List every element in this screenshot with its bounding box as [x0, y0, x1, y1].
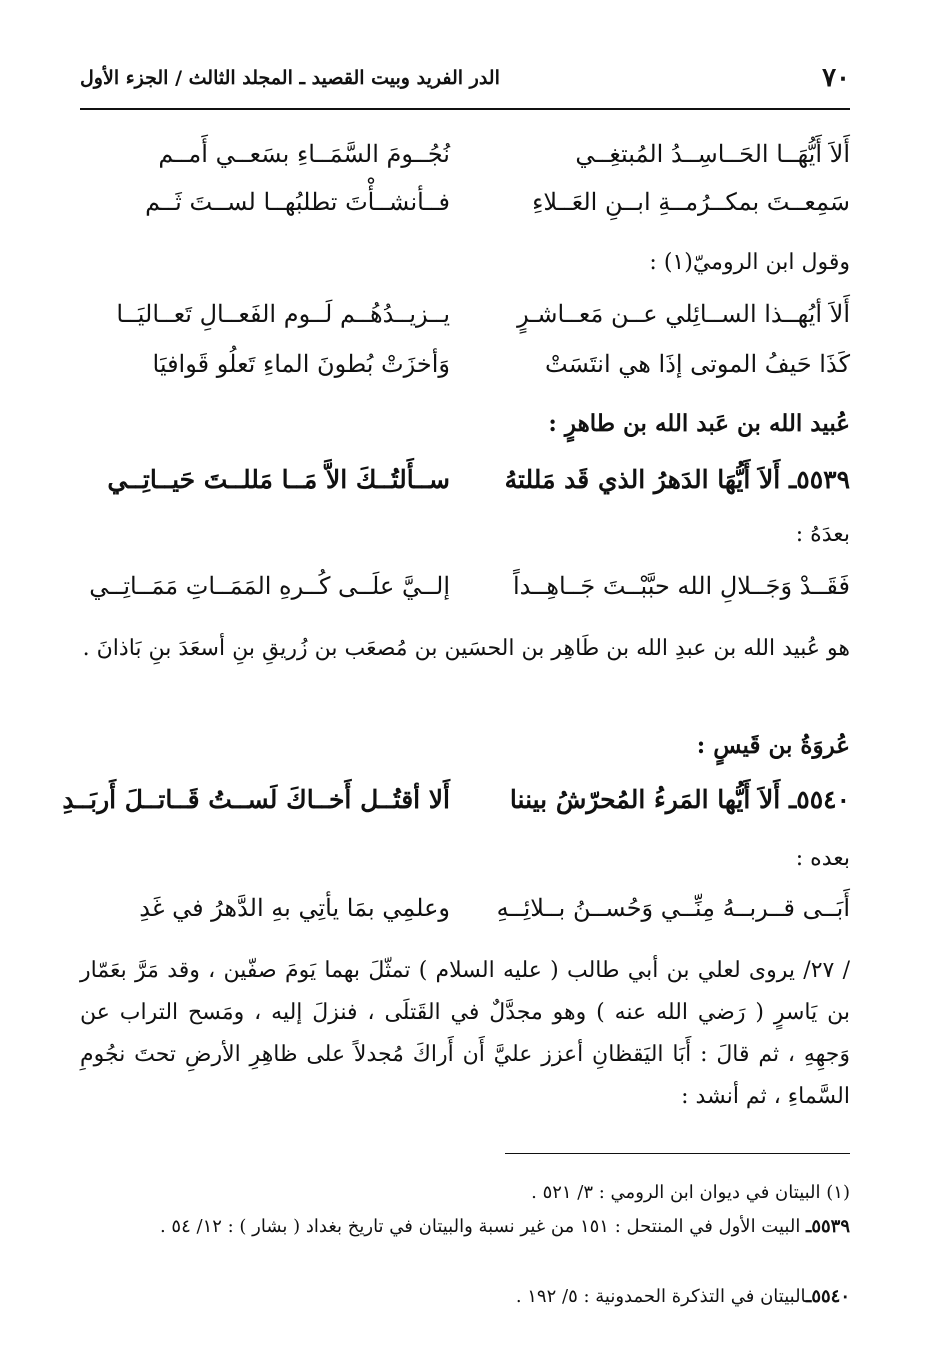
after-label: بعدَهُ : — [795, 522, 850, 547]
verse-first-hemistich: فَقَــدْ وَجَــلالِ الله حبَّبْــتَ جَــاهِــداً — [513, 572, 850, 600]
footnote — [80, 1282, 850, 1312]
verse-text: أَلاَ أَيُّهَا الدَهرُ الذي قَد مَللتهُ — [504, 465, 781, 494]
poet-heading-5539: عُبيد الله بن عَبد الله بن طاهرٍ : — [548, 410, 850, 437]
verse-second-hemistich: أَلا أقتُــل أَخــاكَ لَســتُ قَــاتــلَ أَربَــدِ — [62, 785, 450, 814]
footnote-text: (١) البيتان في ديوان ابن الرومي : ٣/ ٥٢١ . — [531, 1182, 850, 1203]
verse-5539 — [80, 465, 850, 509]
poet-heading-5540: عُروَةُ بن قَيسٍ : — [696, 732, 850, 759]
page-number: ٧٠ — [822, 63, 850, 93]
verse-text: أَلاَ أَيُّها المَرءُ المُحرّشُ بيننا — [509, 785, 781, 814]
ibn-rumi-intro: وقول ابن الروميّ(١) : — [649, 250, 850, 275]
verse-line — [80, 894, 850, 938]
verse-line — [80, 572, 850, 616]
verse-second-hemistich: إلــيَّ علَــى كُــرهِ المَمَــاتِ مَمَــاتِــي — [89, 572, 450, 600]
entry-number: ٥٥٣٩ـ — [788, 465, 850, 494]
footnote-text: البيتان في التذكرة الحمدونية : ٥/ ١٩٢ . — [515, 1286, 807, 1307]
verse-first-hemistich — [490, 785, 850, 814]
verse-second-hemistich: نُجُــومَ السَّمَــاءِ بسَعــي أَمــم — [158, 140, 450, 168]
verse-line — [80, 188, 850, 232]
running-title: الدر الفريد وبيت القصيد ـ المجلد الثالث / الجزء الأول — [80, 67, 500, 89]
verse-second-hemistich: فــأنشــأْتَ تطلبُهــا لســتَ ثَــم — [145, 188, 450, 216]
page-header — [80, 58, 850, 98]
footnote-number: ٥٥٤٠ـ — [806, 1286, 850, 1307]
footnote-rule — [505, 1153, 850, 1154]
verse-5540 — [62, 785, 850, 829]
verse-line — [80, 350, 850, 394]
verse-first-hemistich — [490, 465, 850, 494]
verse-first-hemistich: كَذَا حَيفُ الموتى إذَا هي انتَسَتْ — [545, 350, 850, 378]
footnote-number: ٥٥٣٩ـ — [806, 1216, 850, 1237]
verse-first-hemistich: أَلاَ أيُهــذا الســائِلي عــن مَعــاشـرٍ — [517, 300, 850, 328]
entry-number: ٥٥٤٠ـ — [788, 785, 850, 814]
verse-first-hemistich: أَلاَ أَيُّهَــا الحَــاسِــدُ المُبتغِــي — [575, 140, 850, 168]
verse-second-hemistich: وَأخزَتْ بُطونَ الماءِ تَعلُو قَوافيَا — [152, 350, 450, 378]
after-label: بعده : — [795, 846, 850, 871]
header-rule — [80, 108, 850, 110]
verse-first-hemistich: سَمِعــتَ بمكــرُمــةِ ابــنِ العَــلاءِ — [532, 188, 850, 216]
footnote — [80, 1212, 850, 1242]
verse-line — [80, 300, 850, 344]
verse-first-hemistich: أَبَــى قــربــهُ مِنِّــي وَحُســنُ بــلائِــهِ — [496, 894, 850, 922]
verse-line — [80, 140, 850, 184]
footnote-text: البيت الأول في المنتحل : ١٥١ من غير نسبة والبيتان في تاريخ بغداد ( بشار ) : ١٢/ ٥٤ . — [159, 1216, 807, 1237]
biography-paragraph: هو عُبيد الله بن عبدِ الله بن طَاهِر بن الحسَين بن مُصعَب بن زُريقِ بنِ أسعَدَ بنِ بَاذانَ . — [82, 636, 850, 661]
verse-second-hemistich: يــزيــدُهُــم لَــوم الفَعــالِ تَعــاليَــا — [116, 300, 450, 328]
verse-second-hemistich: ســأَلتُــكَ الاَّ مَــا مَللــتَ حَيــاتِــي — [107, 465, 450, 494]
verse-second-hemistich: وعلمِي بمَا يأتِي بهِ الدَّهرُ في غَدِ — [139, 894, 450, 922]
commentary-paragraph: / ٢٧/ يروى لعلي بن أبي طالب ( عليه السلام ) تمثّلَ بهما يَومَ صفّين ، وقد مَرَّ بعَمّار بن يَاسرٍ ( رَضي الله عنه ) وهو مجدَّلٌ في القَتلَى ، فنزلَ إليه ، ومَسح التراب عن وَجهِهِ ، ثم قالَ : أَبَا اليَقظانِ أعزز عليَّ أَن أَراكَ مُجدلاً على ظاهِرِ الأرضِ تحتَ نجُومِ السَّماءِ ، ثم أنشد : — [80, 958, 851, 1109]
footnote — [80, 1178, 850, 1208]
